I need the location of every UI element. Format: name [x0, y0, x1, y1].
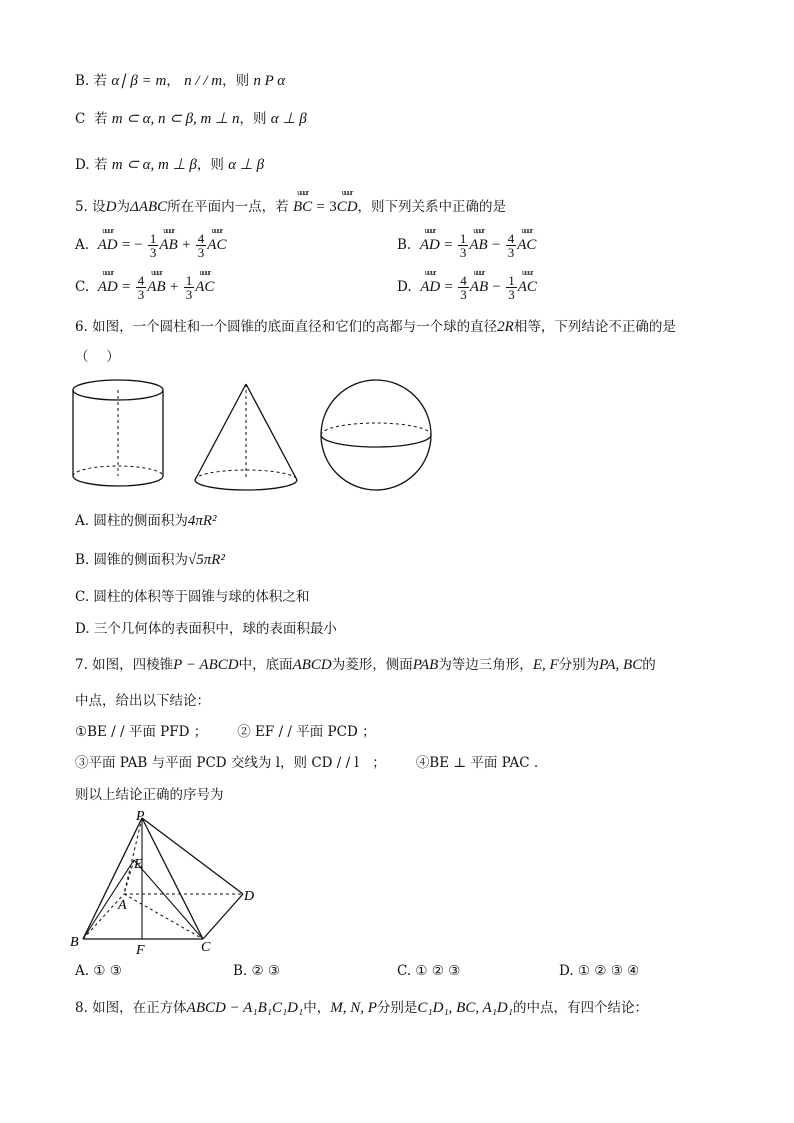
q6-option-b: B. 圆锥的侧面积为√5πR² [75, 552, 225, 568]
vertex-a-label: A [118, 898, 127, 913]
q6-option-a: A. 圆柱的侧面积为4πR² [75, 513, 217, 529]
q6-paren: （ ） [75, 349, 120, 365]
q6-option-c: C. 圆柱的体积等于圆锥与球的体积之和 [75, 589, 310, 605]
q5-stem: 5. 设D为ΔABC所在平面内一点，若 uuur BC = 3 uuur CD，则下列关系中正确的是 [75, 188, 507, 215]
sphere-figure [314, 378, 438, 494]
point-f-label: F [136, 943, 145, 958]
vertex-d-label: D [244, 889, 255, 904]
q7-conclusions-34: ③平面 PAB 与平面 PCD 交线为 l，则 CD / / l ； ④BE ⊥ 平面 PAC . [75, 755, 539, 771]
q5-option-b: B. uuur AD = $\frac{1}{3}$ uuur AB − $\frac{4}{3}$ uuur AC [397, 226, 537, 260]
q7-option-b: B. ② ③ [233, 963, 280, 979]
q7-conclusions-12: ①BE / / 平面 PFD ； ② EF / / 平面 PCD ； [75, 724, 376, 740]
point-e-label: E [134, 857, 143, 872]
q7-option-a: A. ① ③ [75, 963, 122, 979]
cone-figure [190, 378, 302, 494]
q5-option-c: C. uuur AD = $\frac{4}{3}$ uuur AB + $\frac{1}{3}$ uuur AC [75, 268, 215, 302]
q4-option-b: B. 若 α∣ β = m， n / / m，则 n P α [75, 73, 286, 89]
q7-option-c: C. ① ② ③ [397, 963, 461, 979]
q4-option-c: C 若 m ⊂ α, n ⊂ β, m ⊥ n，则 α ⊥ β [75, 111, 307, 127]
vertex-p-label: P [136, 809, 145, 824]
vertex-b-label: B [70, 935, 79, 950]
q7-stem-line2: 中点，给出以下结论： [75, 693, 210, 709]
vertex-c-label: C [201, 940, 211, 955]
q7-option-d: D. ① ② ③ ④ [559, 963, 640, 979]
q6-stem: 6. 如图，一个圆柱和一个圆锥的底面直径和它们的高都与一个球的直径2R相等，下列结论不正确的是 [75, 319, 676, 335]
cylinder-figure [66, 376, 170, 490]
q4-option-d: D. 若 m ⊂ α, m ⊥ β，则 α ⊥ β [75, 157, 265, 173]
pyramid-figure [66, 808, 266, 958]
q7-stem-line1: 7. 如图，四棱锥P − ABCD中，底面ABCD为菱形，侧面PAB为等边三角形，E, F分别为PA, BC的 [75, 657, 656, 673]
q5-option-d: D. uuur AD = $\frac{4}{3}$ uuur AB − $\frac{1}{3}$ uuur AC [397, 268, 537, 302]
q7-ask: 则以上结论正确的序号为 [75, 787, 224, 803]
q8-stem: 8. 如图，在正方体ABCD − A₁B₁C₁D₁中，M, N, P分别是C₁D₁, BC, A₁D₁的中点，有四个结论： [75, 1000, 648, 1016]
q5-option-a: A. uuur AD = − $\frac{1}{3}$ uuur AB + $\frac{4}{3}$ uuur AC [75, 226, 227, 260]
q6-option-d: D. 三个几何体的表面积中，球的表面积最小 [75, 621, 337, 637]
